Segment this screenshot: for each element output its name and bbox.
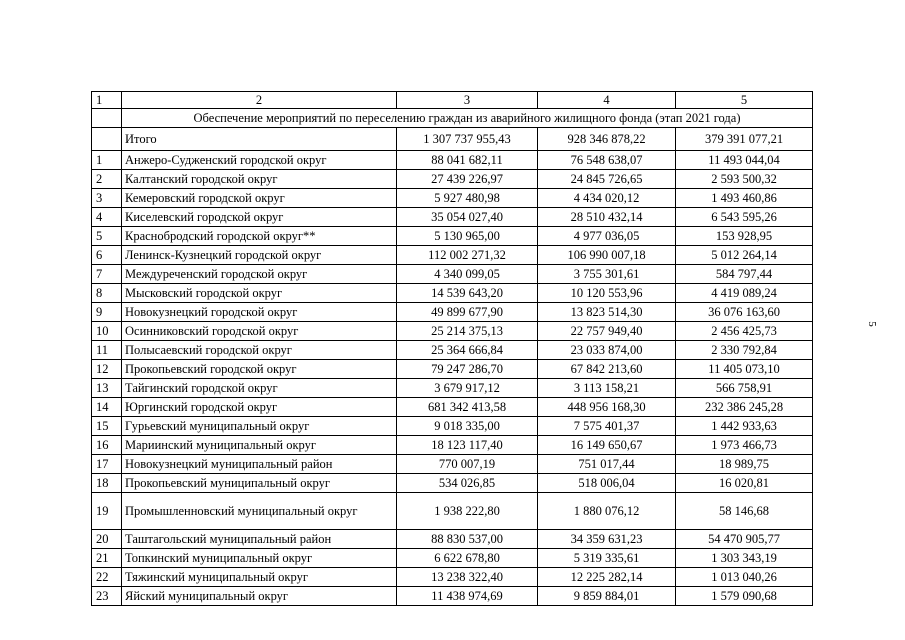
column-number-row <box>92 92 813 109</box>
row-col5: 18 989,75 <box>676 455 813 474</box>
row-col4: 34 359 631,23 <box>538 530 676 549</box>
row-col5: 232 386 245,28 <box>676 398 813 417</box>
row-col4: 13 823 514,30 <box>538 303 676 322</box>
row-index: 6 <box>92 246 122 265</box>
row-col3: 88 041 682,11 <box>397 151 538 170</box>
table-row <box>92 322 813 341</box>
section-title-row <box>92 109 813 128</box>
total-col3: 1 307 737 955,43 <box>397 128 538 151</box>
row-col3: 79 247 286,70 <box>397 360 538 379</box>
table-row <box>92 379 813 398</box>
row-col4: 16 149 650,67 <box>538 436 676 455</box>
row-index: 1 <box>92 151 122 170</box>
row-name: Краснобродский городской округ** <box>122 227 397 246</box>
row-col3: 6 622 678,80 <box>397 549 538 568</box>
row-name: Мысковский городской округ <box>122 284 397 303</box>
row-col4: 9 859 884,01 <box>538 587 676 606</box>
table-row <box>92 151 813 170</box>
row-index: 18 <box>92 474 122 493</box>
row-col4: 7 575 401,37 <box>538 417 676 436</box>
row-index: 11 <box>92 341 122 360</box>
column-number-1: 1 <box>92 92 122 109</box>
table-row <box>92 208 813 227</box>
row-index: 2 <box>92 170 122 189</box>
table-row <box>92 246 813 265</box>
row-col3: 11 438 974,69 <box>397 587 538 606</box>
row-name: Гурьевский муниципальный округ <box>122 417 397 436</box>
table-row <box>92 341 813 360</box>
row-col3: 88 830 537,00 <box>397 530 538 549</box>
row-col5: 11 405 073,10 <box>676 360 813 379</box>
row-col3: 27 439 226,97 <box>397 170 538 189</box>
row-col4: 3 755 301,61 <box>538 265 676 284</box>
row-col3: 14 539 643,20 <box>397 284 538 303</box>
section-title: Обеспечение мероприятий по переселению граждан из аварийного жилищного фонда (этап 2021 года) <box>122 109 813 128</box>
row-col4: 518 006,04 <box>538 474 676 493</box>
row-index: 10 <box>92 322 122 341</box>
row-col4: 12 225 282,14 <box>538 568 676 587</box>
row-col3: 13 238 322,40 <box>397 568 538 587</box>
column-number-5: 5 <box>676 92 813 109</box>
row-col3: 18 123 117,40 <box>397 436 538 455</box>
row-index: 4 <box>92 208 122 227</box>
total-row <box>92 128 813 151</box>
row-index: 8 <box>92 284 122 303</box>
row-col4: 23 033 874,00 <box>538 341 676 360</box>
row-index: 14 <box>92 398 122 417</box>
row-col3: 35 054 027,40 <box>397 208 538 227</box>
row-index: 20 <box>92 530 122 549</box>
table-row <box>92 493 813 530</box>
row-name: Тайгинский городской округ <box>122 379 397 398</box>
row-index: 12 <box>92 360 122 379</box>
row-name: Кемеровский городской округ <box>122 189 397 208</box>
column-number-2: 2 <box>122 92 397 109</box>
row-col5: 16 020,81 <box>676 474 813 493</box>
row-col4: 5 319 335,61 <box>538 549 676 568</box>
row-col4: 67 842 213,60 <box>538 360 676 379</box>
row-col5: 58 146,68 <box>676 493 813 530</box>
row-col5: 1 303 343,19 <box>676 549 813 568</box>
row-index: 7 <box>92 265 122 284</box>
row-name: Ленинск-Кузнецкий городской округ <box>122 246 397 265</box>
table-row <box>92 189 813 208</box>
row-name: Прокопьевский городской округ <box>122 360 397 379</box>
column-number-4: 4 <box>538 92 676 109</box>
row-col3: 681 342 413,58 <box>397 398 538 417</box>
row-index: 17 <box>92 455 122 474</box>
table-row <box>92 360 813 379</box>
row-name: Топкинский муниципальный округ <box>122 549 397 568</box>
row-col4: 448 956 168,30 <box>538 398 676 417</box>
table-row <box>92 549 813 568</box>
row-name: Полысаевский городской округ <box>122 341 397 360</box>
table-row <box>92 474 813 493</box>
row-index: 5 <box>92 227 122 246</box>
table-body <box>92 92 813 606</box>
row-col5: 2 456 425,73 <box>676 322 813 341</box>
row-col3: 3 679 917,12 <box>397 379 538 398</box>
row-col3: 1 938 222,80 <box>397 493 538 530</box>
row-col3: 4 340 099,05 <box>397 265 538 284</box>
row-col3: 25 364 666,84 <box>397 341 538 360</box>
table-row <box>92 417 813 436</box>
row-index: 21 <box>92 549 122 568</box>
row-col3: 5 130 965,00 <box>397 227 538 246</box>
row-name: Новокузнецкий городской округ <box>122 303 397 322</box>
row-col4: 3 113 158,21 <box>538 379 676 398</box>
table-row <box>92 436 813 455</box>
row-name: Тяжинский муниципальный округ <box>122 568 397 587</box>
row-col5: 6 543 595,26 <box>676 208 813 227</box>
row-name: Таштагольский муниципальный район <box>122 530 397 549</box>
row-col3: 770 007,19 <box>397 455 538 474</box>
row-col3: 9 018 335,00 <box>397 417 538 436</box>
row-col5: 153 928,95 <box>676 227 813 246</box>
row-col5: 4 419 089,24 <box>676 284 813 303</box>
row-index: 13 <box>92 379 122 398</box>
row-name: Прокопьевский муниципальный округ <box>122 474 397 493</box>
row-index: 9 <box>92 303 122 322</box>
row-index: 3 <box>92 189 122 208</box>
row-index: 23 <box>92 587 122 606</box>
table-row <box>92 568 813 587</box>
row-col4: 4 434 020,12 <box>538 189 676 208</box>
total-col5: 379 391 077,21 <box>676 128 813 151</box>
row-name: Мариинский муниципальный округ <box>122 436 397 455</box>
total-index <box>92 128 122 151</box>
table-row <box>92 303 813 322</box>
row-name: Юргинский городской округ <box>122 398 397 417</box>
page-number: 5 <box>865 321 878 327</box>
row-name: Киселевский городской округ <box>122 208 397 227</box>
table-row <box>92 587 813 606</box>
row-col5: 2 593 500,32 <box>676 170 813 189</box>
row-col5: 1 579 090,68 <box>676 587 813 606</box>
row-col3: 49 899 677,90 <box>397 303 538 322</box>
column-number-3: 3 <box>397 92 538 109</box>
row-col5: 11 493 044,04 <box>676 151 813 170</box>
table-row <box>92 530 813 549</box>
row-col4: 28 510 432,14 <box>538 208 676 227</box>
row-name: Междуреченский городской округ <box>122 265 397 284</box>
row-col4: 1 880 076,12 <box>538 493 676 530</box>
row-col5: 1 493 460,86 <box>676 189 813 208</box>
total-label: Итого <box>122 128 397 151</box>
row-col5: 1 442 933,63 <box>676 417 813 436</box>
table-row <box>92 398 813 417</box>
row-index: 16 <box>92 436 122 455</box>
row-col5: 1 013 040,26 <box>676 568 813 587</box>
row-col3: 112 002 271,32 <box>397 246 538 265</box>
table-row <box>92 170 813 189</box>
row-name: Яйский муниципальный округ <box>122 587 397 606</box>
row-name: Анжеро-Судженский городской округ <box>122 151 397 170</box>
section-title-spacer <box>92 109 122 128</box>
row-name: Новокузнецкий муниципальный район <box>122 455 397 474</box>
row-index: 19 <box>92 493 122 530</box>
row-col3: 534 026,85 <box>397 474 538 493</box>
row-col5: 2 330 792,84 <box>676 341 813 360</box>
row-col4: 22 757 949,40 <box>538 322 676 341</box>
row-col3: 5 927 480,98 <box>397 189 538 208</box>
row-col4: 76 548 638,07 <box>538 151 676 170</box>
row-col5: 5 012 264,14 <box>676 246 813 265</box>
table-row <box>92 265 813 284</box>
row-col4: 106 990 007,18 <box>538 246 676 265</box>
row-col4: 751 017,44 <box>538 455 676 474</box>
row-name: Промышленновский муниципальный округ <box>122 493 397 530</box>
row-name: Калтанский городской округ <box>122 170 397 189</box>
row-col5: 36 076 163,60 <box>676 303 813 322</box>
total-col4: 928 346 878,22 <box>538 128 676 151</box>
table-row <box>92 284 813 303</box>
row-name: Осинниковский городской округ <box>122 322 397 341</box>
row-col4: 4 977 036,05 <box>538 227 676 246</box>
funding-table <box>91 91 813 606</box>
row-index: 15 <box>92 417 122 436</box>
row-col5: 584 797,44 <box>676 265 813 284</box>
row-index: 22 <box>92 568 122 587</box>
row-col3: 25 214 375,13 <box>397 322 538 341</box>
row-col5: 54 470 905,77 <box>676 530 813 549</box>
row-col4: 10 120 553,96 <box>538 284 676 303</box>
row-col5: 566 758,91 <box>676 379 813 398</box>
row-col5: 1 973 466,73 <box>676 436 813 455</box>
row-col4: 24 845 726,65 <box>538 170 676 189</box>
table-row <box>92 227 813 246</box>
table-row <box>92 455 813 474</box>
